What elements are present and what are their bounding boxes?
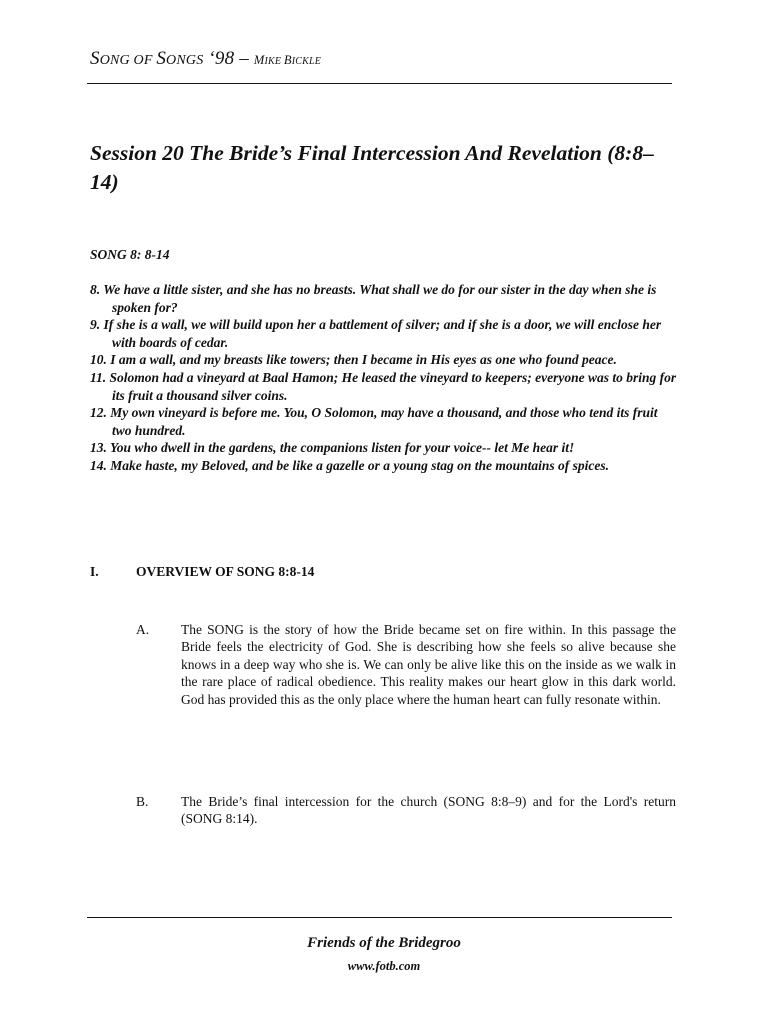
- section-title: OVERVIEW OF SONG 8:8-14: [136, 564, 315, 579]
- footer-title: Friends of the Bridegroo: [307, 935, 461, 951]
- point-b-letter: B.: [136, 794, 149, 809]
- section-heading: [90, 564, 314, 580]
- footer-url[interactable]: www.fotb.com: [347, 959, 421, 973]
- header-title-cap-1: S: [90, 48, 100, 69]
- session-title: Session 20 The Bride’s Final Intercession And Revelation (8:8–14): [90, 141, 654, 194]
- verse-11: 11. Solomon had a vineyard at Baal Hamon; He leased the vineyard to keepers; everyone was to bring for its fruit a thousand silver coins.: [90, 369, 677, 403]
- header-title-cap-2: S: [156, 48, 167, 69]
- header-divider: [87, 83, 672, 84]
- author-cap-2: B: [283, 53, 292, 67]
- header-title-rest-2: ONGS: [166, 53, 204, 68]
- point-a-letter: A.: [136, 622, 150, 637]
- running-header: [90, 48, 321, 70]
- verse-8: 8. We have a little sister, and she has no breasts. What shall we do for our sister in the day when she is spoken for?: [90, 282, 657, 315]
- verse-13: 13. You who dwell in the gardens, the companions listen for your voice-- let Me hear it!: [90, 440, 575, 456]
- verse-14: 14. Make haste, my Beloved, and be like a gazelle or a young stag on the mountains of spices.: [90, 457, 609, 473]
- header-title-rest-1: ONG OF: [99, 53, 157, 68]
- point-a: [136, 621, 681, 731]
- point-a-text: The SONG is the story of how the Bride became set on fire within. In this passage the Bride feels the electricity of God. She is describing how she feels so alive because she knows in a deep way who she is. We can only be alive like this on the inside as we walk in the rare place of radical obedience. This reality makes our heart glow in this dark world. God has provided this as the only place where the human heart can fully resonate within.: [181, 622, 676, 707]
- point-b: [136, 793, 681, 833]
- verse-9: 9. If she is a wall, we will build upon her a battlement of silver; and if she is a door, we will enclose her with boards of cedar.: [90, 317, 662, 350]
- header-year: ‘98 –: [203, 48, 254, 69]
- verse-10: 10. I am a wall, and my breasts like towers; then I became in His eyes as one who found peace.: [90, 352, 617, 368]
- song-reference: SONG 8: 8-14: [90, 247, 170, 262]
- author-rest-2: ICKLE: [291, 56, 322, 67]
- footer-divider: [87, 917, 672, 918]
- author-rest-1: IKE: [264, 56, 284, 67]
- verse-12: 12. My own vineyard is before me. You, O Solomon, may have a thousand, and those who tend its fruit two hundred.: [90, 405, 658, 438]
- author-cap-1: M: [253, 53, 265, 67]
- verse-list: [90, 281, 680, 475]
- point-b-text: The Bride’s final intercession for the church (SONG 8:8–9) and for the Lord's return (SONG 8:14).: [181, 794, 676, 827]
- section-number: I.: [90, 564, 99, 579]
